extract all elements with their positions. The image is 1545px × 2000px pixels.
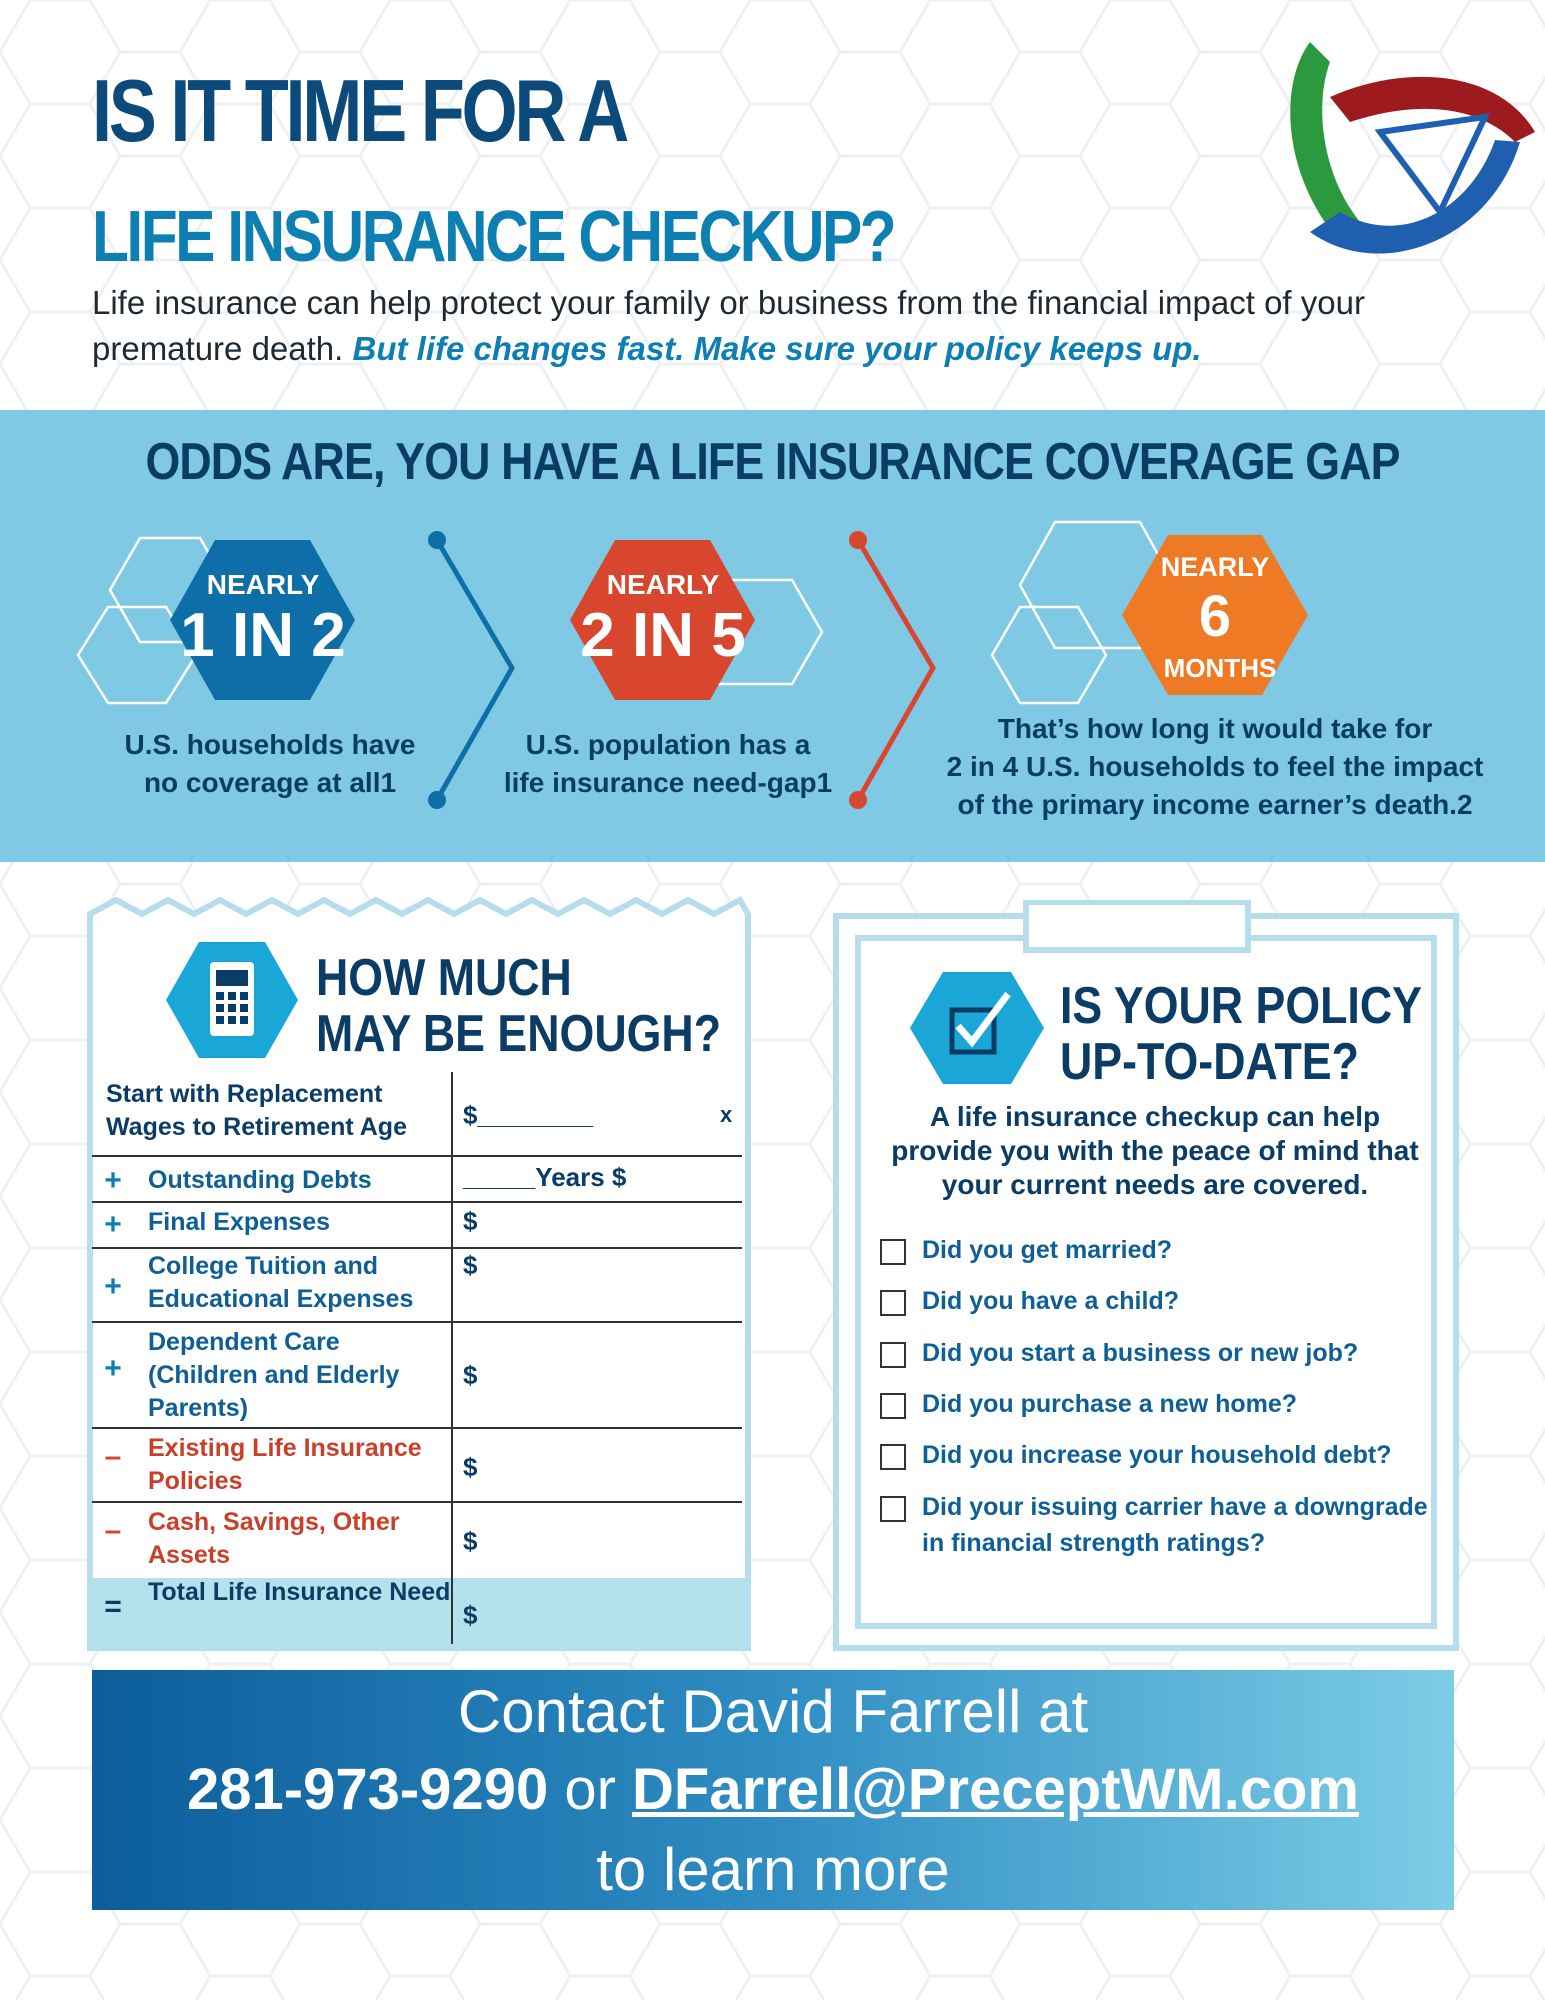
row-4-label-line3: Parents) [148, 1394, 249, 1422]
checkmark-icon [910, 970, 1044, 1086]
intro-text [92, 280, 1432, 372]
row-1-sign: + [104, 1164, 122, 1197]
row-6-sign: – [104, 1514, 122, 1547]
stat-1-desc-line1: U.S. households have [124, 729, 416, 760]
checkbox[interactable] [880, 1444, 906, 1470]
stat-3-desc-line1: That’s how long it would take for [997, 713, 1433, 744]
calculator-title-line1: HOW MUCH [316, 949, 572, 1007]
checklist-item[interactable] [880, 1386, 1440, 1422]
stat-3-desc-line2: 2 in 4 U.S. households to feel the impact [946, 751, 1484, 782]
stat-1-pre: NEARLY [206, 569, 320, 600]
contact-or: or [548, 1757, 633, 1822]
checklist-item-label [922, 1489, 1428, 1561]
stat-2-description [488, 726, 848, 802]
checklist-item[interactable] [880, 1335, 1440, 1371]
checkbox[interactable] [880, 1393, 906, 1419]
row-6-label-line1: Cash, Savings, Other [148, 1508, 400, 1536]
row-6-field[interactable]: $ [463, 1526, 478, 1556]
checkbox[interactable] [880, 1290, 906, 1316]
total-label: Total Life Insurance Need [148, 1578, 451, 1606]
multiply-sign: x [720, 1102, 733, 1127]
checklist-item[interactable] [880, 1489, 1440, 1561]
checklist-item[interactable] [880, 1437, 1440, 1473]
contact-phone[interactable]: 281-973-9290 [187, 1757, 549, 1822]
row-3-sign: + [104, 1270, 122, 1303]
row-5-label-line2: Policies [148, 1467, 243, 1495]
row-1-field[interactable]: _____Years $ [463, 1162, 627, 1192]
calculator-title [316, 950, 721, 1062]
checklist-item[interactable] [880, 1283, 1440, 1319]
stat-1-desc-line2: no coverage at all1 [143, 767, 397, 798]
checklist-item-label: Did you have a child? [922, 1287, 1179, 1315]
stat-1-value: 1 IN 2 [180, 601, 346, 670]
row-3-label-line1: College Tuition and [148, 1252, 379, 1280]
row-5-label [148, 1432, 422, 1498]
row-3-label [148, 1250, 413, 1316]
stat-2-value: 2 IN 5 [580, 601, 746, 670]
checklist-item-label-line1: Did your issuing carrier have a downgrade [922, 1493, 1428, 1521]
checklist-item-label: Did you start a business or new job? [922, 1339, 1359, 1367]
row-4-label-line2: (Children and Elderly [148, 1361, 400, 1389]
coverage-gap-heading: ODDS ARE, YOU HAVE A LIFE INSURANCE COVERAGE GAP [145, 433, 1400, 491]
contact-line-1: Contact David Farrell at [457, 1678, 1089, 1745]
contact-email-link[interactable]: DFarrell@PreceptWM.com [632, 1757, 1359, 1822]
policy-title-line1: IS YOUR POLICY [1060, 977, 1422, 1035]
company-logo [1270, 22, 1540, 292]
intro-emphasis: But life changes fast. Make sure your policy keeps up. [352, 330, 1202, 367]
row-3-field[interactable]: $ [463, 1250, 478, 1280]
replacement-wages-field[interactable]: $________ [463, 1100, 594, 1130]
intro-plain: Life insurance can help protect your family or business from the financial impact of your premature death. [92, 284, 1365, 367]
row-2-label: Final Expenses [148, 1208, 331, 1236]
checklist-item-label-line2: in financial strength ratings? [922, 1529, 1266, 1557]
policy-intro: A life insurance checkup can help provide you with the peace of mind that your current needs are covered. [891, 1101, 1419, 1200]
checklist-item-label: Did you get married? [922, 1236, 1173, 1264]
contact-banner [92, 1670, 1454, 1910]
row-6-label [148, 1506, 399, 1572]
row-4-sign: + [104, 1352, 122, 1385]
calculator-icon [166, 940, 298, 1060]
policy-title [1060, 978, 1422, 1090]
row-4-label [148, 1326, 399, 1425]
replacement-wages-line1: Start with Replacement [106, 1080, 383, 1108]
checklist-item[interactable] [880, 1232, 1440, 1268]
calculator-title-line2: MAY BE ENOUGH? [316, 1005, 722, 1063]
row-6-label-line2: Assets [148, 1541, 230, 1569]
row-5-label-line1: Existing Life Insurance [148, 1434, 422, 1462]
row-5-sign: – [104, 1440, 122, 1473]
contact-line-3: to learn more [596, 1836, 950, 1903]
stat-3-pre: NEARLY [1160, 552, 1270, 582]
policy-title-line2: UP-TO-DATE? [1060, 1033, 1359, 1091]
stat-3-desc-line3: of the primary income earner’s death.2 [957, 789, 1473, 820]
checkbox[interactable] [880, 1239, 906, 1265]
contact-line-2 [92, 1748, 1454, 1832]
replacement-wages-label [106, 1078, 407, 1144]
title-line-2: LIFE INSURANCE CHECKUP? [92, 197, 895, 277]
checkbox[interactable] [880, 1342, 906, 1368]
row-2-sign: + [104, 1208, 122, 1241]
row-5-field[interactable]: $ [463, 1452, 478, 1482]
stat-2-pre: NEARLY [606, 569, 720, 600]
total-field[interactable]: $ [463, 1600, 478, 1630]
stat-2-desc-line2: life insurance need-gap1 [503, 767, 833, 798]
checkbox[interactable] [880, 1496, 906, 1522]
row-4-label-line1: Dependent Care [148, 1328, 340, 1356]
stat-3-description [910, 710, 1520, 824]
stat-3-value: 6 [1198, 584, 1232, 649]
replacement-wages-line2: Wages to Retirement Age [106, 1113, 407, 1141]
row-3-label-line2: Educational Expenses [148, 1285, 414, 1313]
row-4-field[interactable]: $ [463, 1360, 478, 1390]
row-1-label: Outstanding Debts [148, 1166, 372, 1194]
row-2-field[interactable]: $ [463, 1206, 478, 1236]
total-sign: = [104, 1590, 122, 1623]
title-line-1: IS IT TIME FOR A [92, 61, 627, 160]
stat-3-post: MONTHS [1163, 653, 1277, 683]
checklist-item-label: Did you purchase a new home? [922, 1390, 1298, 1418]
stat-1-description [90, 726, 450, 802]
checklist-item-label: Did you increase your household debt? [922, 1441, 1392, 1469]
stat-2-desc-line1: U.S. population has a [525, 729, 811, 760]
